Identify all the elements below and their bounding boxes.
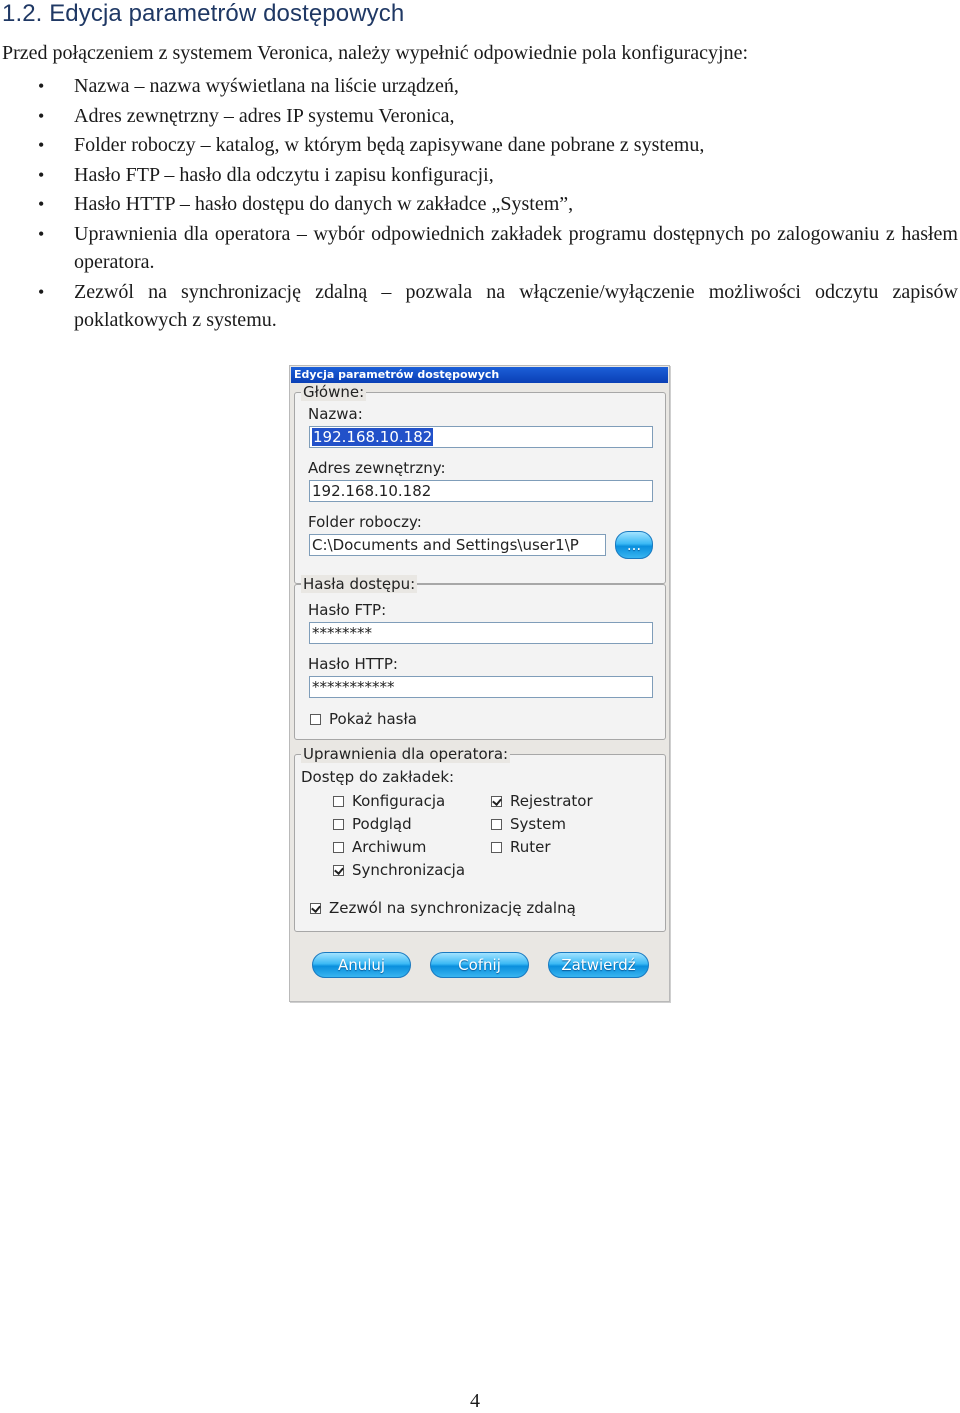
confirm-button[interactable]: Zatwierdź (548, 952, 649, 978)
bullet-icon: • (38, 223, 45, 244)
remote-sync-checkbox[interactable]: Zezwól na synchronizację zdalną (310, 899, 576, 917)
page-number: 4 (470, 1390, 480, 1412)
tabs-access-label: Dostęp do zakładek: (301, 768, 455, 786)
permissions-group-label: Uprawnienia dla operatora: (303, 745, 509, 763)
show-passwords-checkbox[interactable]: Pokaż hasła (310, 710, 417, 728)
browse-folder-button[interactable]: ... (615, 531, 653, 559)
checkbox-icon (310, 714, 321, 725)
intro-paragraph: Przed połączeniem z systemem Veronica, należy wypełnić odpowiednie pola konfiguracyjne: (2, 42, 749, 64)
bullet-icon: • (38, 135, 45, 155)
name-input[interactable]: 192.168.10.182 (309, 426, 653, 448)
folder-label: Folder roboczy: (308, 513, 422, 531)
checkbox-icon (491, 819, 502, 830)
checkbox-konfiguracja[interactable]: Konfiguracja (333, 792, 445, 810)
list-item: • Adres zewnętrzny – adres IP systemu Veronica, (0, 102, 958, 132)
list-item: • Uprawnienia dla operatora – wybór odpowiednich zakładek programu dostępnych po zalogowaniu z hasłem operatora. (0, 220, 958, 276)
list-item: • Nazwa – nazwa wyświetlana na liście urządzeń, (0, 72, 958, 102)
list-item: • Folder roboczy – katalog, w którym będą zapisywane dane pobrane z systemu, (0, 131, 958, 161)
checkbox-checked-icon (333, 865, 344, 876)
checkbox-synchronizacja[interactable]: Synchronizacja (333, 861, 465, 879)
checkbox-icon (333, 819, 344, 830)
folder-input[interactable]: C:\Documents and Settings\user1\P (309, 534, 606, 556)
bullet-icon: • (38, 194, 45, 214)
bullet-icon: • (38, 76, 45, 96)
bullet-icon: • (38, 105, 45, 126)
http-password-input[interactable]: *********** (309, 676, 653, 698)
checkbox-icon (491, 842, 502, 853)
undo-button[interactable]: Cofnij (430, 952, 529, 978)
list-item: • Zezwól na synchronizację zdalną – pozwala na włączenie/wyłączenie możliwości odczytu zapisów poklatkowych z systemu. (0, 278, 958, 334)
ftp-password-input[interactable]: ******** (309, 622, 653, 644)
access-parameters-dialog (289, 365, 670, 1002)
list-item: • Hasło FTP – hasło dla odczytu i zapisu konfiguracji, (0, 161, 958, 191)
checkbox-system[interactable]: System (491, 815, 566, 833)
passwords-group (294, 575, 666, 740)
main-group-label: Główne: (303, 383, 365, 401)
checkbox-ruter[interactable]: Ruter (491, 838, 551, 856)
bullet-icon: • (38, 281, 45, 302)
address-input[interactable]: 192.168.10.182 (309, 480, 653, 502)
checkbox-checked-icon (491, 796, 502, 807)
name-label: Nazwa: (308, 405, 363, 423)
permissions-group (294, 745, 666, 932)
main-group (294, 383, 666, 584)
parameter-list (0, 72, 958, 336)
cancel-button[interactable]: Anuluj (312, 952, 411, 978)
checkbox-checked-icon (310, 903, 321, 914)
checkbox-archiwum[interactable]: Archiwum (333, 838, 426, 856)
passwords-group-label: Hasła dostępu: (303, 575, 416, 593)
list-item: • Hasło HTTP – hasło dostępu do danych w zakładce „System”, (0, 190, 958, 220)
checkbox-icon (333, 842, 344, 853)
checkbox-icon (333, 796, 344, 807)
ftp-password-label: Hasło FTP: (308, 601, 387, 619)
checkbox-rejestrator[interactable]: Rejestrator (491, 792, 593, 810)
address-label: Adres zewnętrzny: (308, 459, 446, 477)
bullet-icon: • (38, 164, 45, 185)
dialog-title: Edycja parametrów dostępowych (291, 367, 668, 383)
section-heading: 1.2. Edycja parametrów dostępowych (2, 0, 405, 27)
http-password-label: Hasło HTTP: (308, 655, 398, 673)
checkbox-podglad[interactable]: Podgląd (333, 815, 412, 833)
